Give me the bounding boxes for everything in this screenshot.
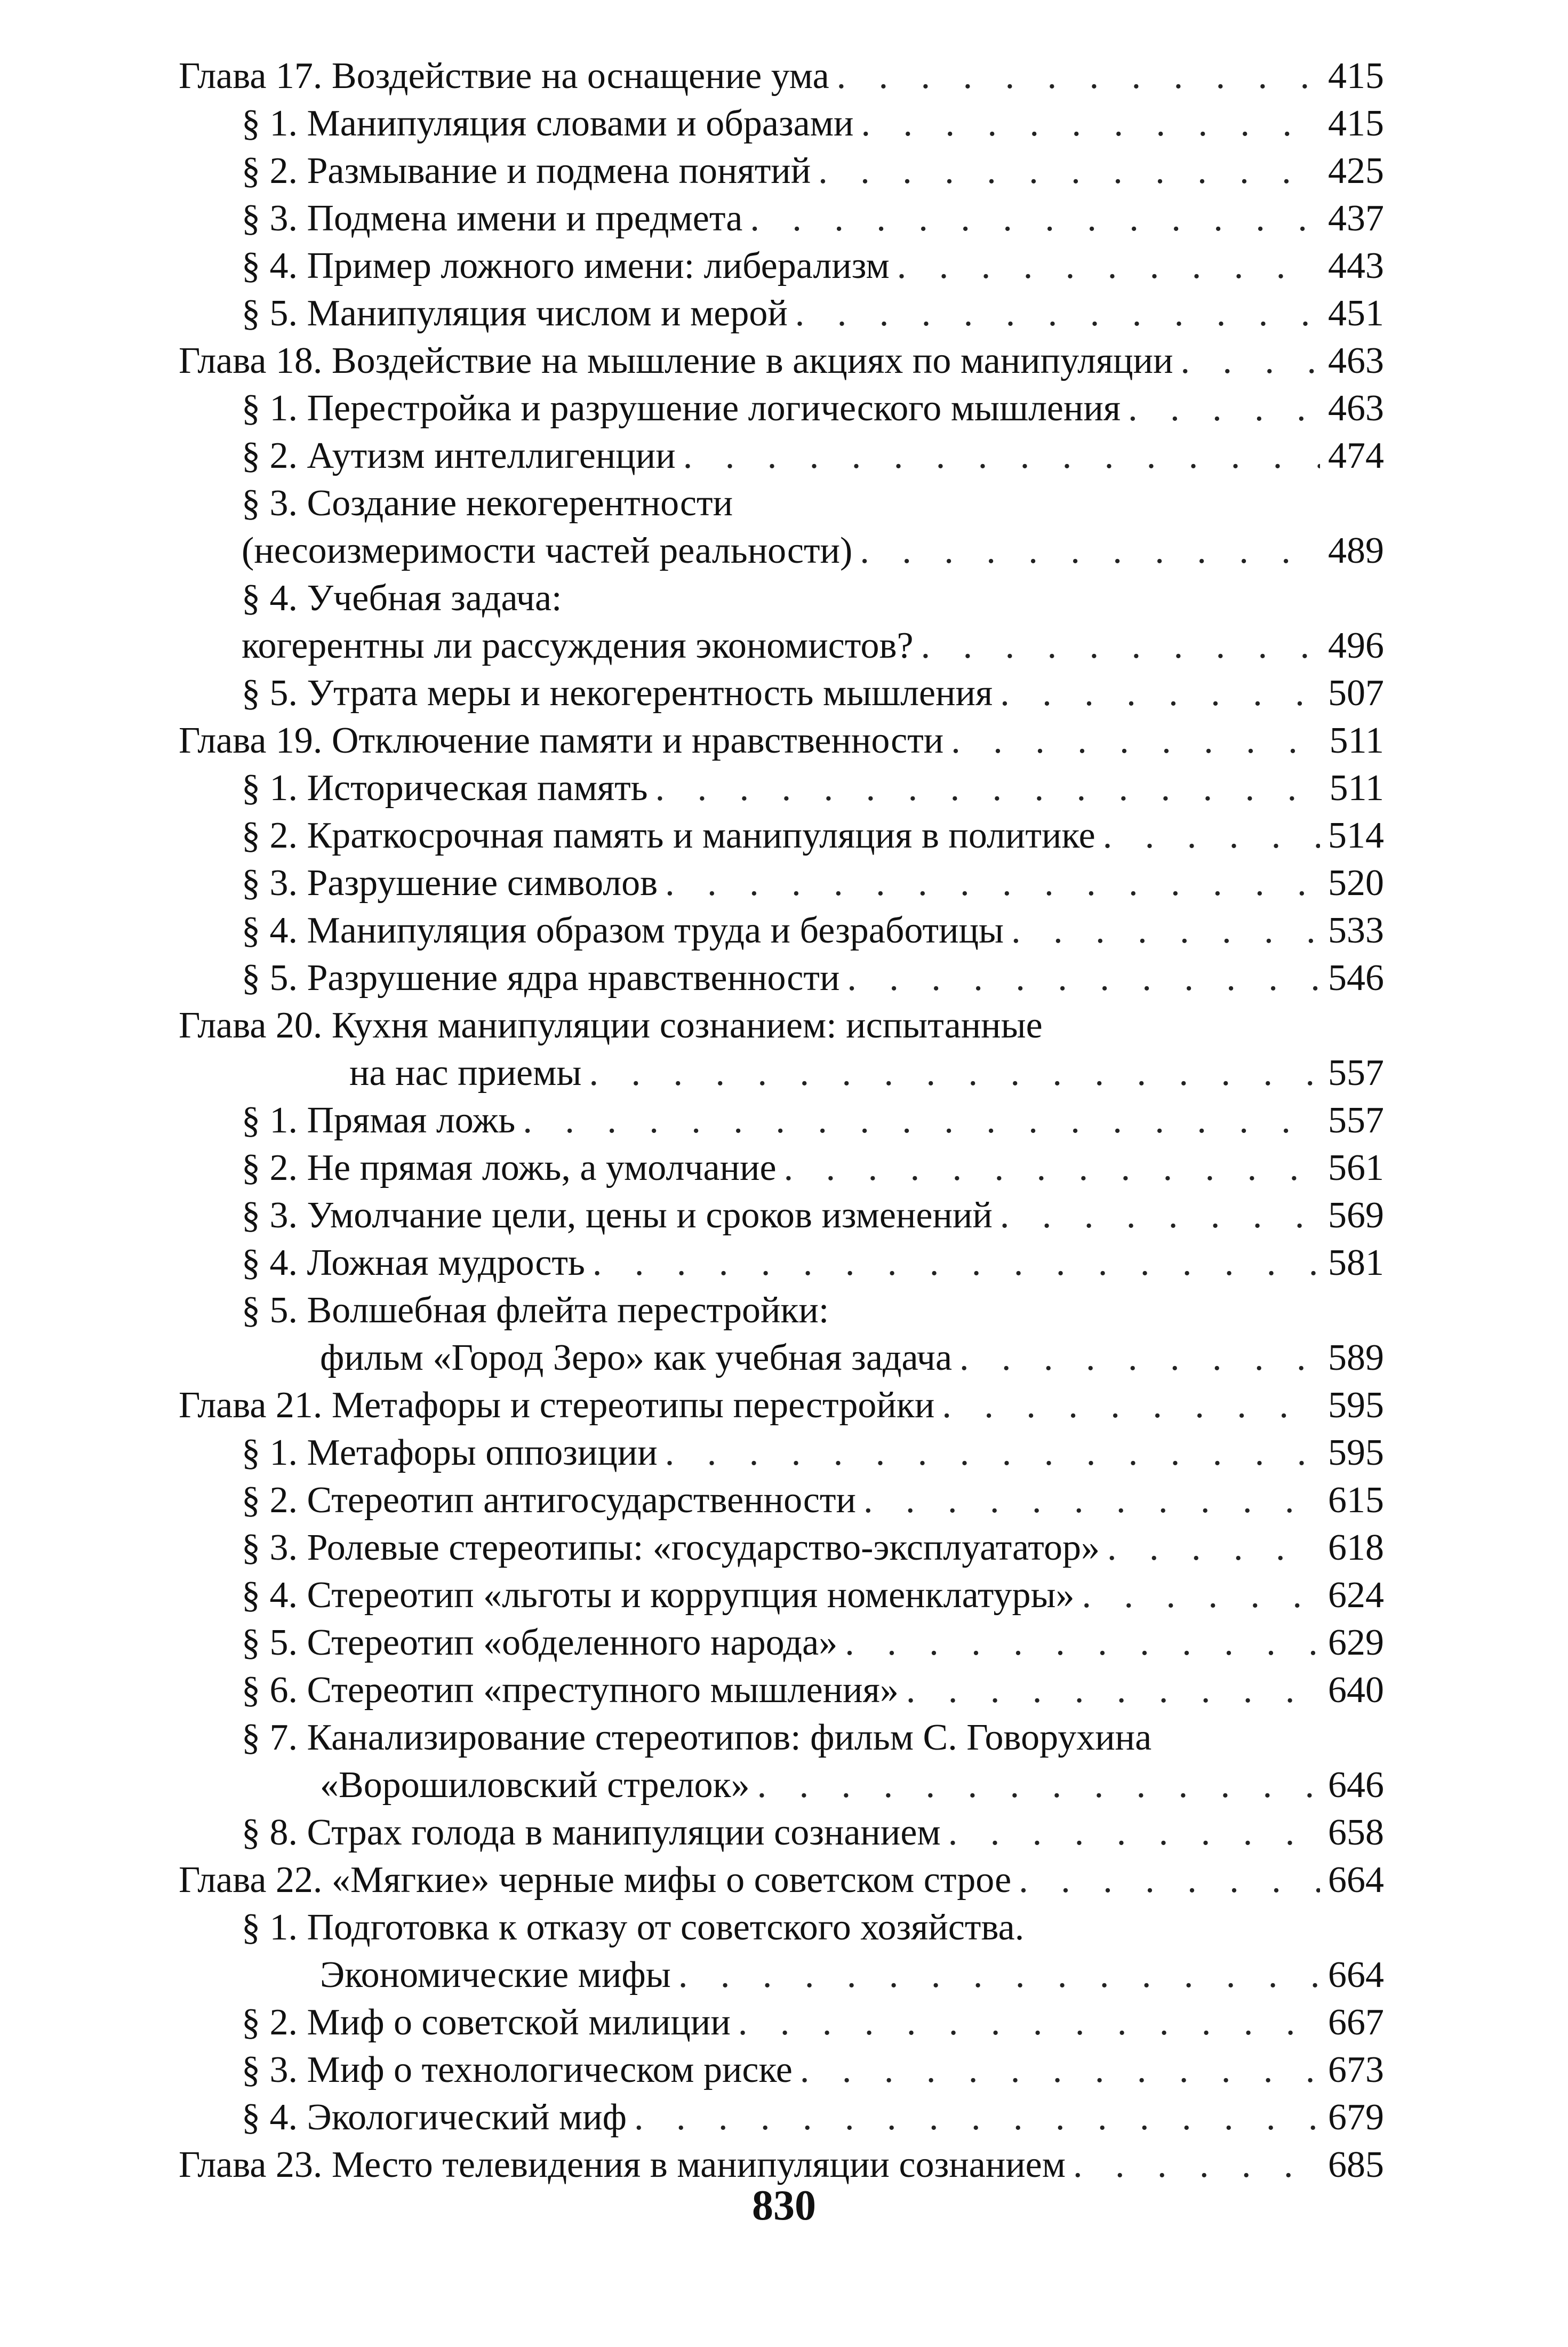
toc-entry-page: 569 [1328,1195,1384,1236]
toc-entry-label: § 6. Стереотип «преступного мышления» [242,1670,899,1711]
toc-leader-dots [742,195,1320,242]
toc-entry-page: 415 [1328,55,1384,97]
toc-entry-label: когерентны ли рассуждения экономистов? [242,625,914,666]
toc-leader-dots [750,1761,1320,1809]
toc-leader-dots [585,1239,1320,1287]
toc-entry-label: § 5. Манипуляция числом и мерой [242,293,788,334]
toc-leader-dots [671,1951,1320,1999]
toc-entry [179,195,1384,242]
toc-leader-dots [890,242,1320,290]
toc-entry [179,1999,1384,2046]
toc-entry [179,1714,1384,1761]
toc-entry-page: 664 [1328,1954,1384,1995]
toc-entry-page: 658 [1328,1812,1384,1853]
toc-entry [179,100,1384,147]
toc-entry-page: 511 [1329,720,1384,761]
toc-entry [179,859,1384,907]
toc-leader-dots [1004,907,1320,954]
toc-entry-label: § 3. Подмена имени и предмета [242,198,743,239]
toc-entry [179,1002,1384,1049]
toc-entry-label: § 5. Волшебная флейта перестройки: [242,1290,829,1331]
toc-entry-label: § 4. Манипуляция образом труда и безработицы [242,910,1004,951]
toc-entry-label: § 4. Ложная мудрость [242,1242,585,1283]
toc-entry [179,147,1384,195]
toc-leader-dots [852,527,1320,574]
toc-entry [179,1144,1384,1192]
toc-entry [179,52,1384,100]
toc-entry-label: § 2. Размывание и подмена понятий [242,150,811,191]
toc-entry-page: 667 [1328,2002,1384,2043]
toc-entry [179,527,1384,574]
toc-entry-label: § 3. Создание некогерентности [242,483,733,524]
toc-entry-page: 673 [1328,2049,1384,2090]
toc-entry [179,622,1384,669]
toc-leader-dots [934,1382,1320,1429]
toc-entry-page: 415 [1328,103,1384,144]
toc-entry-label: § 1. Прямая ложь [242,1100,516,1141]
toc-entry [179,1239,1384,1287]
toc-entry-label: Глава 17. Воздействие на оснащение ума [179,55,829,97]
toc-entry-label: Экономические мифы [320,1954,671,1995]
toc-leader-dots [788,290,1320,337]
toc-entry-label: § 4. Экологический миф [242,2097,627,2138]
toc-entry-label: § 2. Стереотип антигосударственности [242,1480,856,1521]
toc-entry-page: 451 [1328,293,1384,334]
toc-leader-dots [1075,1571,1320,1619]
toc-entry [179,1097,1384,1144]
toc-entry-label: § 4. Стереотип «льготы и коррупция номенклатуры» [242,1575,1075,1616]
toc-leader-dots [839,954,1320,1002]
toc-entry-page: 557 [1328,1052,1384,1093]
toc-entry [179,574,1384,622]
toc-entry-label: § 4. Пример ложного имени: либерализм [242,245,890,286]
toc-entry-page: 425 [1328,150,1384,191]
toc-leader-dots [837,1619,1320,1666]
toc-entry-label: § 1. Метафоры оппозиции [242,1432,658,1473]
toc-entry [179,1951,1384,1999]
toc-entry [179,1619,1384,1666]
toc-entry-label: § 1. Перестройка и разрушение логического мышления [242,388,1121,429]
toc-leader-dots [829,52,1320,100]
toc-entry-label: Глава 21. Метафоры и стереотипы перестройки [179,1385,935,1426]
toc-entry [179,480,1384,527]
toc-entry-label: (несоизмеримости частей реальности) [242,530,853,571]
toc-entry [179,432,1384,480]
toc-entry-page: 511 [1329,768,1384,809]
toc-entry-label: § 2. Краткосрочная память и манипуляция в политике [242,815,1095,856]
toc-entry-label: Глава 20. Кухня манипуляции сознанием: испытанные [179,1005,1043,1046]
toc-leader-dots [856,1476,1320,1524]
toc-leader-dots [515,1097,1320,1144]
toc-entry [179,1666,1384,1714]
toc-entry-page: 546 [1328,957,1384,999]
toc-entry-page: 589 [1328,1337,1384,1378]
page-number: 830 [752,2182,816,2229]
toc-entry [179,764,1384,812]
toc-entry [179,812,1384,859]
toc-entry-page: 507 [1328,673,1384,714]
toc-leader-dots [1100,1524,1320,1571]
toc-leader-dots [993,669,1320,717]
toc-leader-dots [658,859,1320,907]
toc-entry-label: § 2. Аутизм интеллигенции [242,435,676,476]
toc-leader-dots [1121,385,1320,432]
toc-entry-label: «Ворошиловский стрелок» [320,1765,750,1806]
toc-entry-page: 463 [1328,388,1384,429]
toc-entry [179,1382,1384,1429]
toc-leader-dots [952,1334,1320,1382]
toc-leader-dots [676,432,1320,480]
toc-entry-page: 496 [1328,625,1384,666]
toc-entry-label: § 2. Миф о советской милиции [242,2002,731,2043]
toc-entry-label: § 4. Учебная задача: [242,578,562,619]
toc-entry-label: на нас приемы [349,1052,582,1093]
toc-entry-page: 581 [1328,1242,1384,1283]
toc-entry [179,669,1384,717]
toc-entry [179,2046,1384,2094]
toc-entry-label: § 3. Умолчание цели, цены и сроков изменений [242,1195,993,1236]
toc-entry-label: Глава 18. Воздействие на мышление в акциях по манипуляции [179,340,1173,381]
toc-entry-label: § 5. Разрушение ядра нравственности [242,957,840,999]
toc-entry-page: 520 [1328,863,1384,904]
toc-entry-label: § 3. Разрушение символов [242,863,658,904]
toc-entry [179,1524,1384,1571]
toc-leader-dots [943,717,1320,764]
toc-entry-page: 437 [1328,198,1384,239]
toc-entry-label: Глава 23. Место телевидения в манипуляции сознанием [179,2144,1066,2185]
toc-leader-dots [627,2094,1320,2141]
toc-entry-label: § 8. Страх голода в манипуляции сознанием [242,1812,941,1853]
toc-entry-label: § 2. Не прямая ложь, а умолчание [242,1147,777,1188]
toc-entry-page: 618 [1328,1527,1384,1568]
toc-entry-page: 561 [1328,1147,1384,1188]
toc-entry-page: 679 [1328,2097,1384,2138]
toc-entry [179,717,1384,764]
toc-entry-page: 463 [1328,340,1384,381]
toc-entry-page: 664 [1328,1859,1384,1901]
toc-entry-label: Глава 19. Отключение памяти и нравственности [179,720,944,761]
toc-entry-label: § 7. Канализирование стереотипов: фильм С. Говорухина [242,1717,1152,1758]
toc-entry-label: § 5. Стереотип «обделенного народа» [242,1622,838,1663]
toc-entry-page: 629 [1328,1622,1384,1663]
toc-leader-dots [777,1144,1320,1192]
toc-entry [179,385,1384,432]
toc-entry [179,1287,1384,1334]
toc-entry [179,907,1384,954]
toc-entry-label: § 1. Историческая память [242,768,648,809]
toc-entry-label: Глава 22. «Мягкие» черные мифы о советском строе [179,1859,1012,1901]
toc-entry-page: 685 [1328,2144,1384,2185]
toc-entry [179,1334,1384,1382]
toc-leader-dots [914,622,1320,669]
toc-leader-dots [581,1049,1320,1097]
toc-leader-dots [648,764,1320,812]
toc-entry-page: 443 [1328,245,1384,286]
toc-entry-label: § 1. Манипуляция словами и образами [242,103,854,144]
toc-entry [179,1571,1384,1619]
toc-entry-page: 615 [1328,1480,1384,1521]
toc-entry [179,1904,1384,1951]
toc-entry [179,1856,1384,1904]
toc-leader-dots [993,1192,1320,1239]
toc-entry [179,242,1384,290]
toc-entry-page: 646 [1328,1765,1384,1806]
toc-entry [179,1809,1384,1856]
toc-leader-dots [793,2046,1320,2094]
toc-leader-dots [1173,337,1320,385]
toc-entry [179,290,1384,337]
toc-leader-dots [853,100,1320,147]
toc-entry [179,1476,1384,1524]
toc-entry [179,1429,1384,1476]
toc-entry [179,954,1384,1002]
toc-entry-label: § 1. Подготовка к отказу от советского хозяйства. [242,1907,1025,1948]
toc-entry-label: § 5. Утрата меры и некогерентность мышления [242,673,993,714]
toc-leader-dots [941,1809,1320,1856]
toc-leader-dots [658,1429,1320,1476]
toc-leader-dots [731,1999,1320,2046]
toc-entry [179,2094,1384,2141]
toc-entry-page: 595 [1328,1385,1384,1426]
toc-leader-dots [1011,1856,1320,1904]
toc-entry-page: 489 [1328,530,1384,571]
toc-entry-page: 640 [1328,1670,1384,1711]
toc-entry-label: § 3. Ролевые стереотипы: «государство-эксплуататор» [242,1527,1100,1568]
toc-leader-dots [811,147,1320,195]
toc-entry-page: 533 [1328,910,1384,951]
toc-entry [179,337,1384,385]
toc-entry-label: фильм «Город Зеро» как учебная задача [320,1337,953,1378]
toc-entry-page: 595 [1328,1432,1384,1473]
toc-leader-dots [899,1666,1320,1714]
toc-entry [179,1192,1384,1239]
toc-entry-page: 624 [1328,1575,1384,1616]
toc-entry-page: 557 [1328,1100,1384,1141]
table-of-contents [179,52,1384,2189]
toc-entry-page: 514 [1328,815,1384,856]
toc-entry-label: § 3. Миф о технологическом риске [242,2049,793,2090]
toc-entry-page: 474 [1328,435,1384,476]
toc-leader-dots [1095,812,1320,859]
toc-entry [179,1761,1384,1809]
toc-entry [179,1049,1384,1097]
